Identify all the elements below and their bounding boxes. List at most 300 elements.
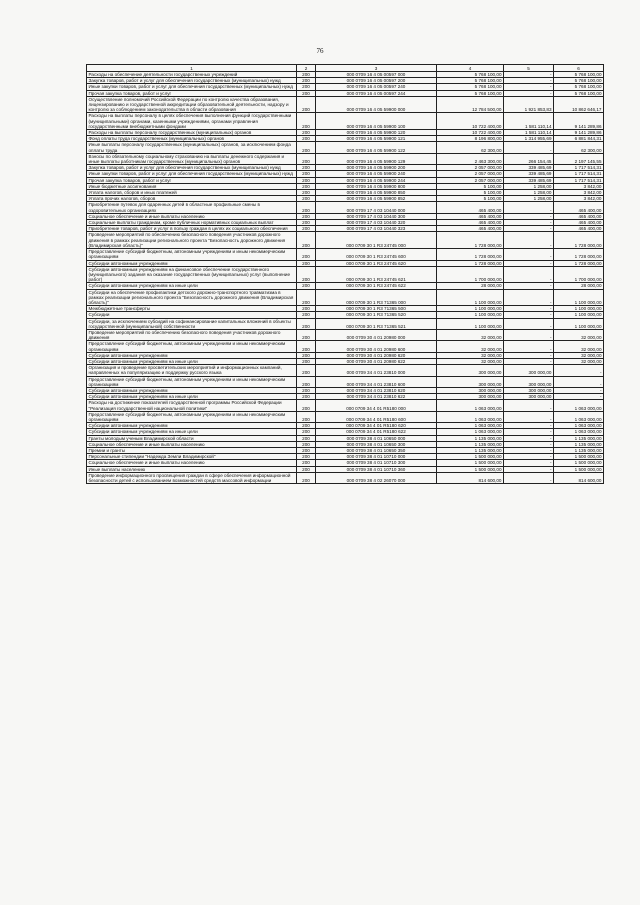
row-description: Социальные выплаты гражданам, кроме публичных нормативных социальных выплат: [87, 220, 297, 226]
row-remaining-amount: 1 500 000,00: [554, 466, 604, 472]
table-row: [87, 472, 604, 483]
row-approved-amount: 1 728 000,00: [437, 260, 504, 266]
table-row: [87, 113, 604, 130]
row-description: Проведение информационного просвещения граждан в сфере обеспечения информационной безопасности детей с использованием возможностей средств массовой информации: [87, 472, 297, 483]
row-description: Приобретение товаров, работ и услуг в пользу граждан в целях их социального обеспечения: [87, 226, 297, 232]
row-approved-amount: 1 100 000,00: [437, 289, 504, 306]
row-description: Предоставление субсидий бюджетным, автономным учреждениям и иным некоммерческим организациям: [87, 411, 297, 422]
row-description: Иные закупки товаров, работ и услуг для обеспечения государственных (муниципальных) нужд: [87, 84, 297, 90]
row-budget-code: 000 0709 38 4 01 10650 350: [316, 448, 437, 454]
row-remaining-amount: 1 100 000,00: [554, 318, 604, 329]
row-description: Организация и проведение просветительских мероприятий и информационных кампаний, направленных на популяризацию и поддержку русского языка: [87, 365, 297, 376]
row-executed-amount: -: [504, 454, 554, 460]
row-approved-amount: 2 057 000,00: [437, 171, 504, 177]
row-code: 200: [297, 90, 316, 96]
row-executed-amount: -: [504, 441, 554, 447]
row-approved-amount: 465 400,00: [437, 226, 504, 232]
row-description: Субсидии автономным учреждениям: [87, 260, 297, 266]
row-approved-amount: 1 100 000,00: [437, 312, 504, 318]
row-approved-amount: 1 063 000,00: [437, 429, 504, 435]
row-description: Взносы по обязательному социальному страхованию на выплаты денежного содержания и иные выплаты работникам государственных (муниципальных) органов: [87, 153, 297, 164]
row-budget-code: 000 0709 17 4 03 10440 323: [316, 226, 437, 232]
row-approved-amount: 28 000,00: [437, 283, 504, 289]
row-executed-amount: -: [504, 329, 554, 340]
row-remaining-amount: 3 842,00: [554, 190, 604, 196]
row-description: Субсидии автономным учреждениям на иные цели: [87, 394, 297, 400]
row-budget-code: 000 0709 34 4 01 23810 000: [316, 365, 437, 376]
row-budget-code: 000 0709 16 4 05 59900 120: [316, 130, 437, 136]
row-approved-amount: 12 784 500,00: [437, 96, 504, 113]
column-header: 3: [316, 65, 437, 72]
row-budget-code: 000 0709 34 4 01 R5180 600: [316, 411, 437, 422]
row-executed-amount: 1 258,00: [504, 196, 554, 202]
row-remaining-amount: -: [554, 394, 604, 400]
row-remaining-amount: 1 100 000,00: [554, 289, 604, 306]
row-code: 200: [297, 289, 316, 306]
row-executed-amount: -: [504, 72, 554, 78]
row-executed-amount: -: [504, 142, 554, 153]
row-executed-amount: -: [504, 400, 554, 411]
row-approved-amount: 5 768 100,00: [437, 72, 504, 78]
table-row: [87, 318, 604, 329]
row-description: Персональные стипендии "Надежда Земли Владимирской": [87, 454, 297, 460]
row-description: Премии и гранты: [87, 448, 297, 454]
row-approved-amount: 32 000,00: [437, 329, 504, 340]
row-description: Предоставление субсидий бюджетным, автономным учреждениям и иным некоммерческим организациям: [87, 376, 297, 387]
row-remaining-amount: 3 842,00: [554, 196, 604, 202]
row-executed-amount: 1 258,00: [504, 190, 554, 196]
row-code: 200: [297, 196, 316, 202]
row-code: 200: [297, 394, 316, 400]
row-executed-amount: -: [504, 289, 554, 306]
row-remaining-amount: 6 881 844,31: [554, 136, 604, 142]
row-description: Социальное обеспечение и иные выплаты населению: [87, 441, 297, 447]
row-approved-amount: 1 100 000,00: [437, 318, 504, 329]
row-approved-amount: 32 000,00: [437, 341, 504, 352]
row-description: Социальное обеспечение и иные выплаты населению: [87, 460, 297, 466]
row-remaining-amount: -: [554, 387, 604, 393]
table-header-row: [87, 65, 604, 72]
row-budget-code: 000 0709 38 4 02 26070 000: [316, 472, 437, 483]
row-approved-amount: 1 500 000,00: [437, 466, 504, 472]
row-executed-amount: -: [504, 448, 554, 454]
row-budget-code: 000 0709 16 4 05 59900 000: [316, 96, 437, 113]
row-approved-amount: 465 400,00: [437, 202, 504, 213]
table-row: [87, 249, 604, 260]
row-description: Субсидии автономным учреждениям на иные цели: [87, 429, 297, 435]
row-approved-amount: 814 600,00: [437, 472, 504, 483]
row-approved-amount: 1 135 000,00: [437, 448, 504, 454]
row-approved-amount: 5 100,00: [437, 183, 504, 189]
row-remaining-amount: 1 728 000,00: [554, 232, 604, 249]
row-approved-amount: 5 768 100,00: [437, 78, 504, 84]
row-code: 200: [297, 177, 316, 183]
row-remaining-amount: 32 000,00: [554, 358, 604, 364]
row-executed-amount: -: [504, 472, 554, 483]
row-remaining-amount: 1 100 000,00: [554, 312, 604, 318]
row-budget-code: 000 0709 16 4 05 59900 121: [316, 136, 437, 142]
row-approved-amount: 1 135 000,00: [437, 435, 504, 441]
row-code: 200: [297, 220, 316, 226]
row-description: Расходы на выплаты персоналу в целях обеспечения выполнения функций государственными (муниципальными) органами, казенными учреждениями, органами управления государственными внебюджетными фондами: [87, 113, 297, 130]
row-description: Межбюджетные трансферты: [87, 306, 297, 312]
row-executed-amount: -: [504, 202, 554, 213]
row-remaining-amount: 1 135 000,00: [554, 441, 604, 447]
row-code: 200: [297, 329, 316, 340]
row-description: Прочая закупка товаров, работ и услуг: [87, 90, 297, 96]
row-approved-amount: 5 100,00: [437, 190, 504, 196]
row-budget-code: 000 0709 34 4 01 23810 622: [316, 394, 437, 400]
row-approved-amount: 300 000,00: [437, 376, 504, 387]
row-code: 200: [297, 96, 316, 113]
row-budget-code: 000 0709 30 1 R3 71365 000: [316, 289, 437, 306]
row-executed-amount: -: [504, 220, 554, 226]
row-remaining-amount: 9 141 289,86: [554, 113, 604, 130]
row-budget-code: 000 0709 30 1 R3 24745 622: [316, 283, 437, 289]
row-code: 200: [297, 441, 316, 447]
row-approved-amount: 1 100 000,00: [437, 306, 504, 312]
row-code: 200: [297, 190, 316, 196]
row-code: 200: [297, 142, 316, 153]
table-row: [87, 411, 604, 422]
row-remaining-amount: 5 768 100,00: [554, 72, 604, 78]
row-description: Закупка товаров, работ и услуг для обеспечения государственных (муниципальных) нужд: [87, 165, 297, 171]
row-description: Предоставление субсидий бюджетным, автономным учреждениям и иным некоммерческим организациям: [87, 249, 297, 260]
row-approved-amount: 1 728 000,00: [437, 232, 504, 249]
row-description: Уплата прочих налогов, сборов: [87, 196, 297, 202]
row-approved-amount: 300 000,00: [437, 387, 504, 393]
row-description: Иные выплаты населению: [87, 466, 297, 472]
row-remaining-amount: 3 842,00: [554, 183, 604, 189]
row-executed-amount: 300 000,00: [504, 394, 554, 400]
row-description: Гранты молодым ученым Владимирской области: [87, 435, 297, 441]
row-executed-amount: -: [504, 84, 554, 90]
row-executed-amount: 1 581 110,14: [504, 130, 554, 136]
row-budget-code: 000 0709 30 1 R3 24745 621: [316, 266, 437, 283]
row-code: 200: [297, 202, 316, 213]
row-budget-code: 000 0709 16 4 05 59900 850: [316, 190, 437, 196]
row-description: Субсидии автономным учреждениям: [87, 387, 297, 393]
row-approved-amount: 10 722 400,00: [437, 113, 504, 130]
row-remaining-amount: 32 000,00: [554, 329, 604, 340]
row-budget-code: 000 0709 34 4 01 R5180 000: [316, 400, 437, 411]
row-budget-code: 000 0709 30 1 R3 71365 521: [316, 318, 437, 329]
row-executed-amount: -: [504, 352, 554, 358]
row-description: Приобретение путевок для одаренных детей в областные профильные смены в оздоровительных организациях: [87, 202, 297, 213]
table-row: [87, 96, 604, 113]
row-description: Субсидии: [87, 312, 297, 318]
row-code: 200: [297, 448, 316, 454]
table-body: [87, 72, 604, 484]
row-description: Субсидии автономным учреждениям на иные цели: [87, 283, 297, 289]
table-row: [87, 365, 604, 376]
row-executed-amount: 1 581 110,14: [504, 113, 554, 130]
row-remaining-amount: 1 728 000,00: [554, 249, 604, 260]
row-description: Иные бюджетные ассигнования: [87, 183, 297, 189]
row-code: 200: [297, 466, 316, 472]
row-code: 200: [297, 365, 316, 376]
row-description: Расходы на выплаты персоналу государственных (муниципальных) органов: [87, 130, 297, 136]
row-code: 200: [297, 113, 316, 130]
row-executed-amount: -: [504, 429, 554, 435]
row-budget-code: 000 0709 30 4 01 20980 600: [316, 341, 437, 352]
page-number: 76: [316, 47, 324, 55]
row-executed-amount: -: [504, 341, 554, 352]
row-code: 200: [297, 213, 316, 219]
row-budget-code: 000 0709 30 4 01 20980 000: [316, 329, 437, 340]
row-remaining-amount: 5 768 100,00: [554, 90, 604, 96]
row-approved-amount: 5 100,00: [437, 196, 504, 202]
row-executed-amount: -: [504, 358, 554, 364]
row-remaining-amount: -: [554, 365, 604, 376]
row-remaining-amount: 1 063 000,00: [554, 423, 604, 429]
row-approved-amount: 8 196 800,00: [437, 136, 504, 142]
row-budget-code: 000 0709 34 4 01 23810 620: [316, 387, 437, 393]
row-executed-amount: -: [504, 435, 554, 441]
row-code: 200: [297, 78, 316, 84]
row-executed-amount: 339 485,69: [504, 171, 554, 177]
row-code: 200: [297, 352, 316, 358]
row-executed-amount: -: [504, 226, 554, 232]
row-executed-amount: -: [504, 78, 554, 84]
row-remaining-amount: 1 500 000,00: [554, 454, 604, 460]
row-code: 200: [297, 460, 316, 466]
row-description: Расходы на достижение показателей государственной программы Российской Федерации "Реализация государственной национальной политики": [87, 400, 297, 411]
column-header: 2: [297, 65, 316, 72]
row-budget-code: 000 0709 16 4 05 59900 129: [316, 153, 437, 164]
row-executed-amount: 1 314 955,69: [504, 136, 554, 142]
table-row: [87, 329, 604, 340]
table-row: [87, 202, 604, 213]
row-code: 200: [297, 423, 316, 429]
row-executed-amount: 339 485,69: [504, 177, 554, 183]
row-approved-amount: 32 000,00: [437, 352, 504, 358]
row-remaining-amount: 1 717 514,31: [554, 165, 604, 171]
budget-table: [86, 64, 604, 484]
row-executed-amount: 266 154,45: [504, 153, 554, 164]
row-code: 200: [297, 226, 316, 232]
row-code: 200: [297, 376, 316, 387]
row-executed-amount: -: [504, 411, 554, 422]
row-description: Фонд оплаты труда государственных (муниципальных) органов: [87, 136, 297, 142]
row-remaining-amount: 2 197 145,55: [554, 153, 604, 164]
row-budget-code: 000 0709 16 4 05 00597 000: [316, 72, 437, 78]
table-row: [87, 289, 604, 306]
row-budget-code: 000 0709 16 4 05 00597 200: [316, 78, 437, 84]
row-remaining-amount: 9 141 289,86: [554, 130, 604, 136]
row-code: 200: [297, 400, 316, 411]
row-budget-code: 000 0709 34 4 01 23810 600: [316, 376, 437, 387]
table-row: [87, 376, 604, 387]
row-code: 200: [297, 411, 316, 422]
row-description: Осуществление полномочий Российской Федерации по контролю качества образования, лицензированию и государственной аккредитации образовательной деятельности, надзору и контролю за соблюдением законодательства в области образования: [87, 96, 297, 113]
row-description: Субсидии автономным учреждениям: [87, 352, 297, 358]
row-approved-amount: 300 000,00: [437, 394, 504, 400]
row-budget-code: 000 0709 16 4 05 59900 852: [316, 196, 437, 202]
row-approved-amount: 1 063 000,00: [437, 400, 504, 411]
row-description: Уплата налогов, сборов и иных платежей: [87, 190, 297, 196]
row-remaining-amount: 5 768 100,00: [554, 84, 604, 90]
row-executed-amount: -: [504, 249, 554, 260]
row-code: 200: [297, 387, 316, 393]
row-code: 200: [297, 84, 316, 90]
row-description: Предоставление субсидий бюджетным, автономным учреждениям и иным некоммерческим организациям: [87, 341, 297, 352]
row-code: 200: [297, 130, 316, 136]
row-remaining-amount: 1 135 000,00: [554, 448, 604, 454]
row-remaining-amount: 5 768 100,00: [554, 78, 604, 84]
row-code: 200: [297, 312, 316, 318]
row-remaining-amount: 32 000,00: [554, 352, 604, 358]
row-remaining-amount: 1 100 000,00: [554, 306, 604, 312]
row-budget-code: 000 0709 17 4 03 10440 000: [316, 202, 437, 213]
row-approved-amount: 32 000,00: [437, 358, 504, 364]
row-remaining-amount: 10 862 646,17: [554, 96, 604, 113]
row-approved-amount: 1 135 000,00: [437, 441, 504, 447]
row-description: Иные закупки товаров, работ и услуг для обеспечения государственных (муниципальных) нужд: [87, 171, 297, 177]
row-approved-amount: 2 057 000,00: [437, 177, 504, 183]
row-description: Расходы на обеспечение деятельности государственных учреждений: [87, 72, 297, 78]
row-executed-amount: 300 000,00: [504, 387, 554, 393]
row-budget-code: 000 0709 38 4 01 10710 300: [316, 460, 437, 466]
row-remaining-amount: 1 135 000,00: [554, 435, 604, 441]
column-header: 6: [554, 65, 604, 72]
row-approved-amount: 5 768 100,00: [437, 90, 504, 96]
row-code: 200: [297, 72, 316, 78]
row-approved-amount: 10 722 400,00: [437, 130, 504, 136]
row-budget-code: 000 0709 16 4 05 59900 122: [316, 142, 437, 153]
row-description: Субсидии, за исключением субсидий на софинансирование капитальных вложений в объекты государственной (муниципальной) собственности: [87, 318, 297, 329]
row-remaining-amount: 32 000,00: [554, 341, 604, 352]
column-header: 5: [504, 65, 554, 72]
row-description: Субсидии автономным учреждениям на иные цели: [87, 358, 297, 364]
row-approved-amount: 1 500 000,00: [437, 460, 504, 466]
row-executed-amount: 1 258,00: [504, 183, 554, 189]
row-executed-amount: -: [504, 460, 554, 466]
row-executed-amount: -: [504, 260, 554, 266]
row-budget-code: 000 0709 16 4 05 59900 800: [316, 183, 437, 189]
table-row: [87, 341, 604, 352]
column-header: 1: [87, 65, 297, 72]
row-code: 200: [297, 165, 316, 171]
row-remaining-amount: 28 000,00: [554, 283, 604, 289]
row-budget-code: 000 0709 30 1 R3 24745 600: [316, 249, 437, 260]
row-executed-amount: -: [504, 266, 554, 283]
row-executed-amount: -: [504, 423, 554, 429]
row-description: Иные выплаты персоналу государственных (муниципальных) органов, за исключением фонда оплаты труда: [87, 142, 297, 153]
row-description: Проведение мероприятий по обеспечению безопасного поведения участников дорожного движения в рамках реализации регионального проекта "Безопасность дорожного движения (Владимирская область)": [87, 232, 297, 249]
row-remaining-amount: 814 600,00: [554, 472, 604, 483]
row-budget-code: 000 0709 16 4 05 00597 244: [316, 90, 437, 96]
row-executed-amount: 339 485,69: [504, 165, 554, 171]
row-executed-amount: -: [504, 232, 554, 249]
row-approved-amount: 1 063 000,00: [437, 411, 504, 422]
row-approved-amount: 5 768 100,00: [437, 84, 504, 90]
row-remaining-amount: 1 717 514,31: [554, 177, 604, 183]
row-code: 200: [297, 472, 316, 483]
row-code: 200: [297, 358, 316, 364]
row-remaining-amount: 1 063 000,00: [554, 429, 604, 435]
row-remaining-amount: 465 400,00: [554, 213, 604, 219]
row-budget-code: 000 0709 34 4 01 R5180 622: [316, 429, 437, 435]
row-remaining-amount: 1 728 000,00: [554, 260, 604, 266]
row-budget-code: 000 0709 38 4 01 10710 360: [316, 466, 437, 472]
row-remaining-amount: 1 063 000,00: [554, 400, 604, 411]
row-remaining-amount: 465 400,00: [554, 226, 604, 232]
row-code: 200: [297, 153, 316, 164]
row-budget-code: 000 0709 30 1 R3 24745 620: [316, 260, 437, 266]
row-description: Субсидии автономным учреждениям на финансовое обеспечение государственного (муниципального) задания на оказание государственных (муниципальных) услуг (выполнение работ): [87, 266, 297, 283]
row-description: Субсидии автономным учреждениям: [87, 423, 297, 429]
row-code: 200: [297, 136, 316, 142]
row-budget-code: 000 0709 30 4 01 20980 620: [316, 352, 437, 358]
row-budget-code: 000 0709 38 4 01 10650 300: [316, 441, 437, 447]
row-approved-amount: 2 463 300,00: [437, 153, 504, 164]
row-remaining-amount: 62 300,00: [554, 142, 604, 153]
row-description: Прочая закупка товаров, работ и услуг: [87, 177, 297, 183]
row-budget-code: 000 0709 30 1 R3 71365 500: [316, 306, 437, 312]
row-budget-code: 000 0709 30 1 R3 71365 520: [316, 312, 437, 318]
row-code: 200: [297, 266, 316, 283]
table-row: [87, 232, 604, 249]
row-remaining-amount: 1 717 514,31: [554, 171, 604, 177]
row-code: 200: [297, 232, 316, 249]
row-remaining-amount: 465 400,00: [554, 220, 604, 226]
table-row: [87, 400, 604, 411]
row-executed-amount: -: [504, 283, 554, 289]
row-code: 200: [297, 183, 316, 189]
row-executed-amount: 300 000,00: [504, 365, 554, 376]
row-budget-code: 000 0709 16 4 05 59900 244: [316, 177, 437, 183]
row-code: 200: [297, 435, 316, 441]
row-executed-amount: 300 000,00: [504, 376, 554, 387]
row-remaining-amount: 1 500 000,00: [554, 460, 604, 466]
row-executed-amount: -: [504, 90, 554, 96]
row-approved-amount: 1 063 000,00: [437, 423, 504, 429]
row-code: 200: [297, 306, 316, 312]
row-executed-amount: -: [504, 312, 554, 318]
row-budget-code: 000 0709 16 4 05 59900 100: [316, 113, 437, 130]
row-budget-code: 000 0709 34 4 01 R5180 620: [316, 423, 437, 429]
row-executed-amount: -: [504, 466, 554, 472]
row-code: 200: [297, 171, 316, 177]
column-header: 4: [437, 65, 504, 72]
row-code: 200: [297, 260, 316, 266]
table-row: [87, 153, 604, 164]
row-budget-code: 000 0709 16 4 05 00597 240: [316, 84, 437, 90]
row-code: 200: [297, 249, 316, 260]
row-approved-amount: 62 300,00: [437, 142, 504, 153]
row-budget-code: 000 0709 16 4 05 59900 240: [316, 171, 437, 177]
table-row: [87, 266, 604, 283]
row-description: Субсидии на обеспечение профилактики детского дорожно-транспортного травматизма в рамках реализации регионального проекта "Безопасность дорожного движения (Владимирская область)": [87, 289, 297, 306]
row-approved-amount: 2 057 000,00: [437, 165, 504, 171]
row-description: Социальное обеспечение и иные выплаты населению: [87, 213, 297, 219]
row-code: 200: [297, 429, 316, 435]
row-remaining-amount: 1 063 000,00: [554, 411, 604, 422]
row-budget-code: 000 0709 30 1 R3 24745 000: [316, 232, 437, 249]
row-approved-amount: 465 400,00: [437, 213, 504, 219]
row-description: Закупка товаров, работ и услуг для обеспечения государственных (муниципальных) нужд: [87, 78, 297, 84]
row-remaining-amount: -: [554, 376, 604, 387]
row-executed-amount: -: [504, 306, 554, 312]
row-code: 200: [297, 454, 316, 460]
row-approved-amount: 1 700 000,00: [437, 266, 504, 283]
row-budget-code: 000 0709 38 4 01 10650 000: [316, 435, 437, 441]
row-approved-amount: 1 500 000,00: [437, 454, 504, 460]
row-executed-amount: -: [504, 318, 554, 329]
row-remaining-amount: 1 700 000,00: [554, 266, 604, 283]
row-executed-amount: 1 921 853,83: [504, 96, 554, 113]
